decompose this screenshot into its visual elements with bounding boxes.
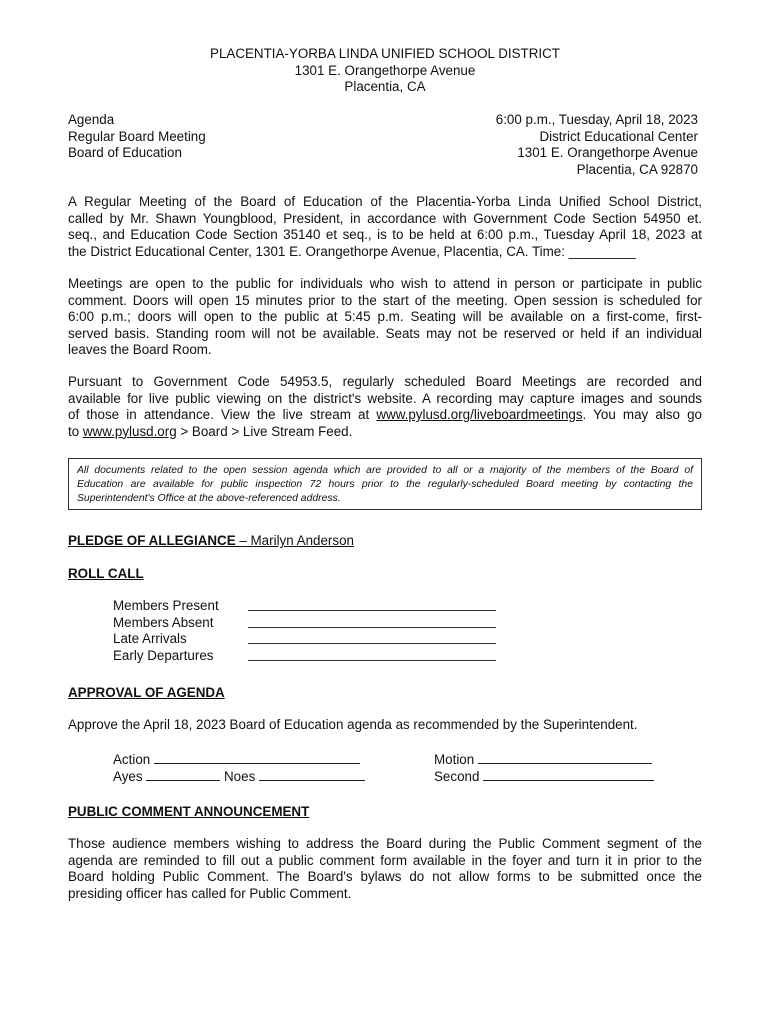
paragraph-line: A Regular Meeting of the Board of Education of the Placentia-Yorba Linda Unified School District, bbox=[68, 194, 702, 209]
ayes-label: Ayes bbox=[113, 769, 143, 784]
pursuant-text: of those in attendance. View the live stream at bbox=[68, 407, 377, 422]
paragraph-line: called by Mr. Shawn Youngblood, President, in accordance with Government Code Section 54950 et. bbox=[68, 210, 702, 226]
roll-call-label: Early Departures bbox=[113, 648, 214, 664]
meetings-open-paragraph bbox=[68, 276, 702, 359]
meta-right-line: 1301 E. Orangethorpe Avenue bbox=[517, 145, 698, 160]
paragraph-line: 6:00 p.m.; doors will open to the public at 5:45 p.m. Seating will be available on a first-come, first- bbox=[68, 309, 702, 324]
public-inspection-notice bbox=[68, 458, 702, 510]
meta-right-line: Placentia, CA 92870 bbox=[576, 161, 698, 177]
pledge-leader: – Marilyn Anderson bbox=[235, 533, 354, 548]
roll-call-heading: ROLL CALL bbox=[68, 566, 144, 581]
roll-call-row bbox=[113, 598, 513, 615]
motion-blank bbox=[478, 750, 652, 764]
paragraph-line: served basis. Standing room will not be available. Seats may not be reserved or held if an individual bbox=[68, 325, 702, 341]
roll-call-row bbox=[113, 631, 513, 648]
paragraph-line: Pursuant to Government Code 54953.5, regularly scheduled Board Meetings are recorded and bbox=[68, 374, 702, 389]
meta-right-line: District Educational Center bbox=[539, 128, 698, 144]
paragraph-line bbox=[68, 407, 702, 424]
roll-call-list bbox=[113, 598, 513, 665]
pledge-section bbox=[68, 533, 354, 550]
paragraph-line: the District Educational Center, 1301 E. Orangethorpe Avenue, Placentia, CA. Time: _________ bbox=[68, 243, 636, 259]
public-comment-paragraph bbox=[68, 836, 702, 902]
pursuant-paragraph bbox=[68, 374, 702, 440]
meeting-time-location-block bbox=[496, 112, 698, 178]
blank-line bbox=[248, 643, 496, 644]
ayes-blank bbox=[146, 767, 220, 781]
meeting-type-block bbox=[68, 112, 206, 162]
paragraph-line: agenda are reminded to fill out a public comment form available in the foyer and turn it in prior to the bbox=[68, 852, 702, 868]
paragraph-line: Those audience members wishing to address the Board during the Public Comment segment of the bbox=[68, 836, 702, 851]
paragraph-line: leaves the Board Room. bbox=[68, 342, 212, 357]
blank-line bbox=[248, 610, 496, 611]
roll-call-label: Late Arrivals bbox=[113, 631, 187, 647]
meta-left-line: Regular Board Meeting bbox=[68, 128, 206, 144]
paragraph-line: presiding officer has called for Public Comment. bbox=[68, 885, 352, 901]
pursuant-text: to bbox=[68, 423, 83, 439]
motion-label: Motion bbox=[434, 752, 475, 767]
pursuant-text: . You may also go bbox=[582, 407, 702, 422]
second-field bbox=[434, 767, 654, 786]
roll-call-row bbox=[113, 615, 513, 632]
action-field bbox=[113, 750, 360, 769]
pursuant-text: > Board > Live Stream Feed. bbox=[176, 423, 353, 439]
blank-line bbox=[248, 660, 496, 661]
roll-call-label: Members Absent bbox=[113, 614, 214, 630]
district-city: Placentia, CA bbox=[344, 79, 426, 94]
noes-label: Noes bbox=[224, 769, 256, 784]
pylusd-home-link[interactable]: www.pylusd.org bbox=[82, 423, 177, 439]
meta-right-line: 6:00 p.m., Tuesday, April 18, 2023 bbox=[495, 112, 698, 127]
paragraph-line: comment. Doors will open 15 minutes prior to the start of the meeting. Open session is scheduled for bbox=[68, 292, 702, 308]
roll-call-label: Members Present bbox=[113, 598, 219, 613]
second-label: Second bbox=[434, 769, 480, 784]
blank-line bbox=[248, 627, 496, 628]
action-blank bbox=[154, 750, 360, 764]
district-address: 1301 E. Orangethorpe Avenue bbox=[294, 62, 476, 78]
meta-left-line: Board of Education bbox=[68, 145, 182, 160]
pledge-heading: PLEDGE OF ALLEGIANCE bbox=[68, 533, 236, 548]
approval-text: Approve the April 18, 2023 Board of Education agenda as recommended by the Superintendent. bbox=[68, 717, 638, 732]
approval-heading: APPROVAL OF AGENDA bbox=[68, 685, 225, 700]
document-header bbox=[0, 46, 770, 96]
meta-left-line: Agenda bbox=[68, 112, 115, 127]
paragraph-line: Board holding Public Comment. The Board's bylaws do not allow forms to be submitted once the bbox=[68, 869, 702, 884]
notice-line: All documents related to the open session agenda which are provided to all or a majority of the members of the Board of bbox=[77, 465, 693, 476]
paragraph-line: available for live public viewing on the district's website. A recording may capture images and sounds bbox=[68, 390, 702, 406]
second-blank bbox=[483, 767, 654, 781]
notice-line: Superintendent's Office at the above-referenced address. bbox=[77, 493, 341, 504]
notice-line: Education are available for public inspection 72 hours prior to the regularly-scheduled Board meeting by contacting the bbox=[77, 479, 693, 490]
action-label: Action bbox=[113, 752, 151, 767]
paragraph-line: seq., and Education Code Section 35140 et seq., is to be held at 6:00 p.m., Tuesday April 18, 2023 at bbox=[68, 227, 702, 242]
paragraph-line bbox=[68, 424, 702, 441]
roll-call-row bbox=[113, 648, 513, 665]
noes-blank bbox=[259, 767, 365, 781]
public-comment-heading: PUBLIC COMMENT ANNOUNCEMENT bbox=[68, 804, 310, 819]
paragraph-line: Meetings are open to the public for individuals who wish to attend in person or participate in public bbox=[68, 276, 702, 291]
motion-field bbox=[434, 750, 652, 769]
intro-paragraph bbox=[68, 194, 702, 260]
ayes-noes-field bbox=[113, 767, 365, 786]
live-board-meetings-link[interactable]: www.pylusd.org/liveboardmeetings bbox=[376, 407, 583, 422]
district-name: PLACENTIA-YORBA LINDA UNIFIED SCHOOL DISTRICT bbox=[210, 46, 560, 61]
